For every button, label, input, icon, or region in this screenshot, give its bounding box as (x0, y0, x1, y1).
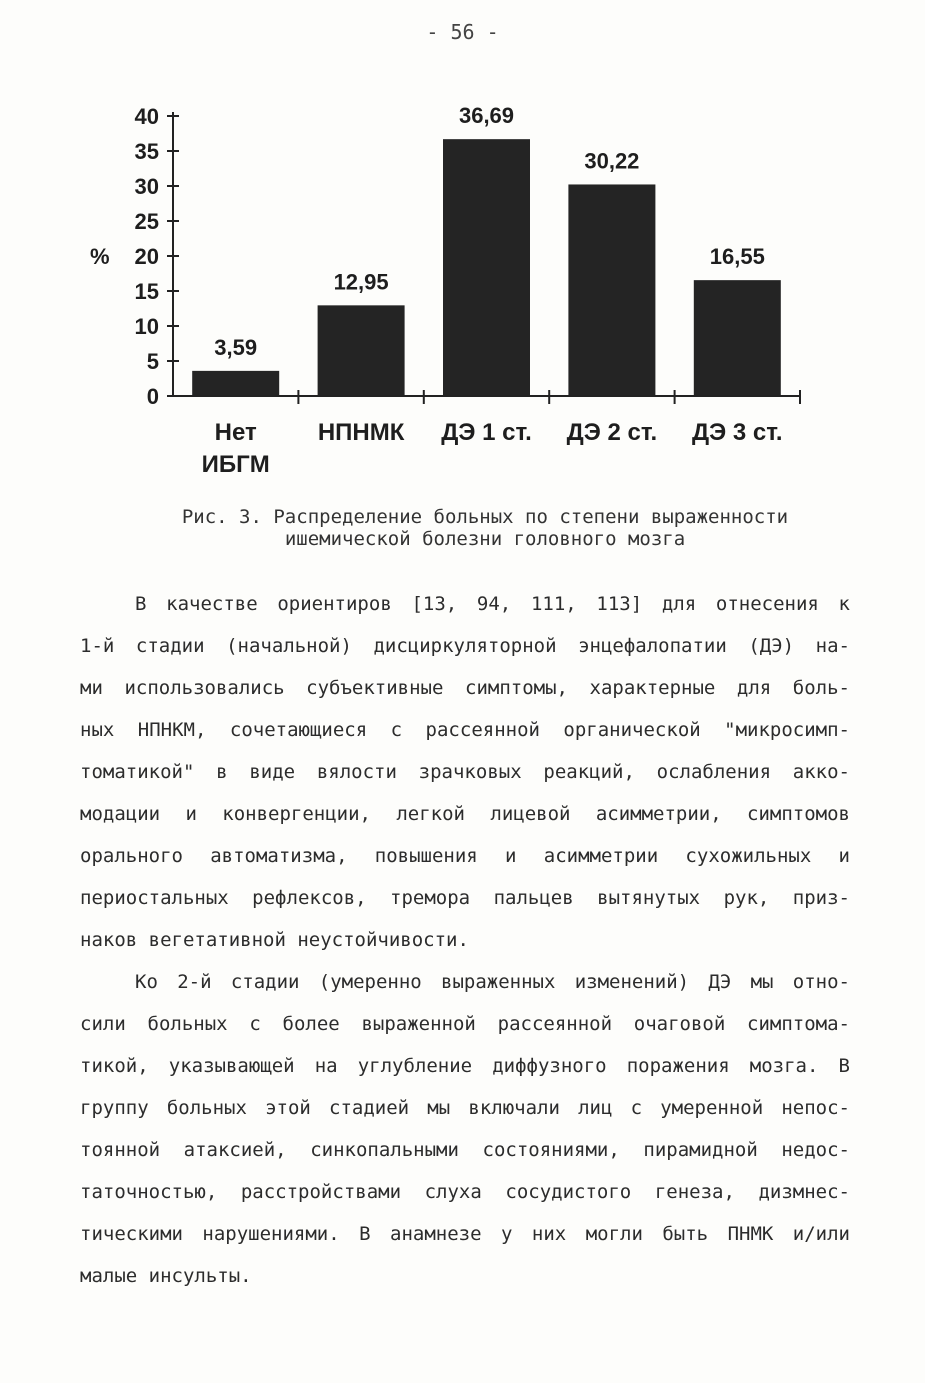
paragraph-1 (80, 583, 850, 961)
caption-line-1: Рис. 3. Распределение больных по степени выраженности (181, 506, 789, 528)
bar-chart (60, 90, 820, 490)
paragraph-line: модации и конвергенции, легкой лицевой асимметрии, симптомов (80, 803, 850, 825)
y-tick-label: 0 (146, 384, 159, 409)
paragraph-line: тоянной атаксией, синкопальными состояниями, пирамидной недос- (80, 1139, 850, 1161)
x-category-label: ДЭ 3 ст. (692, 419, 783, 446)
chart-bars (192, 139, 781, 396)
x-category-label: НПНМК (317, 419, 405, 446)
paragraph-line: орального автоматизма, повышения и асимметрии сухожильных и (80, 845, 850, 867)
bar (443, 139, 530, 396)
y-tick-label: 15 (134, 279, 159, 304)
bar-value-label: 16,55 (709, 244, 765, 270)
paragraph-line: периостальных рефлексов, тремора пальцев вытянутых рук, приз- (80, 887, 850, 909)
page-number: - 56 - (426, 20, 499, 44)
y-tick-label: 35 (134, 139, 159, 164)
y-tick-label: 30 (134, 174, 159, 199)
paragraph-line: группу больных этой стадией мы включали лиц с умеренной непос- (80, 1097, 850, 1119)
paragraph-line: 1-й стадии (начальной) дисциркуляторной энцефалопатии (ДЭ) на- (80, 635, 850, 657)
bar-value-label: 3,59 (214, 334, 258, 360)
category-labels (202, 419, 783, 478)
y-tick-label: 40 (134, 104, 159, 129)
y-tick-label: 10 (134, 314, 159, 339)
y-tick-label: 20 (134, 244, 159, 269)
x-category-label: ДЭ 1 ст. (441, 419, 532, 446)
paragraph-2 (80, 961, 850, 1297)
y-tick-label: 5 (146, 349, 159, 374)
bar (192, 371, 279, 396)
bar (694, 280, 781, 396)
figure-caption (120, 506, 850, 550)
y-axis-label: % (90, 244, 110, 269)
paragraph-line: тическими нарушениями. В анамнезе у них могли быть ПНМК и/или (80, 1223, 850, 1245)
bar (318, 305, 405, 396)
bar-value-label: 36,69 (458, 103, 515, 129)
x-category-label: Нет (214, 419, 257, 446)
paragraph-line: таточностью, расстройствами слуха сосудистого генеза, дизмнес- (80, 1181, 850, 1203)
x-category-label: ИБГМ (201, 451, 270, 478)
paragraph-line: сили больных с более выраженной рассеянной очаговой симптома- (80, 1013, 850, 1035)
paragraph-line: Ко 2-й стадии (умеренно выраженных изменений) ДЭ мы отно- (135, 971, 850, 993)
caption-line-2: ишемической болезни головного мозга (284, 528, 686, 550)
bar-value-label: 30,22 (584, 148, 640, 174)
paragraph-line: ми использовались субъективные симптомы, характерные для боль- (80, 677, 850, 699)
paragraph-line: ных НПНКМ, сочетающиеся с рассеянной органической "микросимп- (80, 719, 850, 741)
paragraph-line: малые инсульты. (80, 1265, 252, 1287)
paragraph-line: наков вегетативной неустойчивости. (80, 929, 469, 951)
paragraph-line: томатикой" в виде вялости зрачковых реакций, ослабления акко- (80, 761, 850, 783)
y-tick-label: 25 (134, 209, 159, 234)
bar-value-label: 12,95 (333, 269, 389, 295)
bar (568, 184, 655, 396)
paragraph-line: тикой, указывающей на углубление диффузного поражения мозга. В (80, 1055, 850, 1077)
paragraph-line: В качестве ориентиров [13, 94, 111, 113] для отнесения к (135, 593, 850, 615)
x-category-label: ДЭ 2 ст. (566, 419, 658, 446)
